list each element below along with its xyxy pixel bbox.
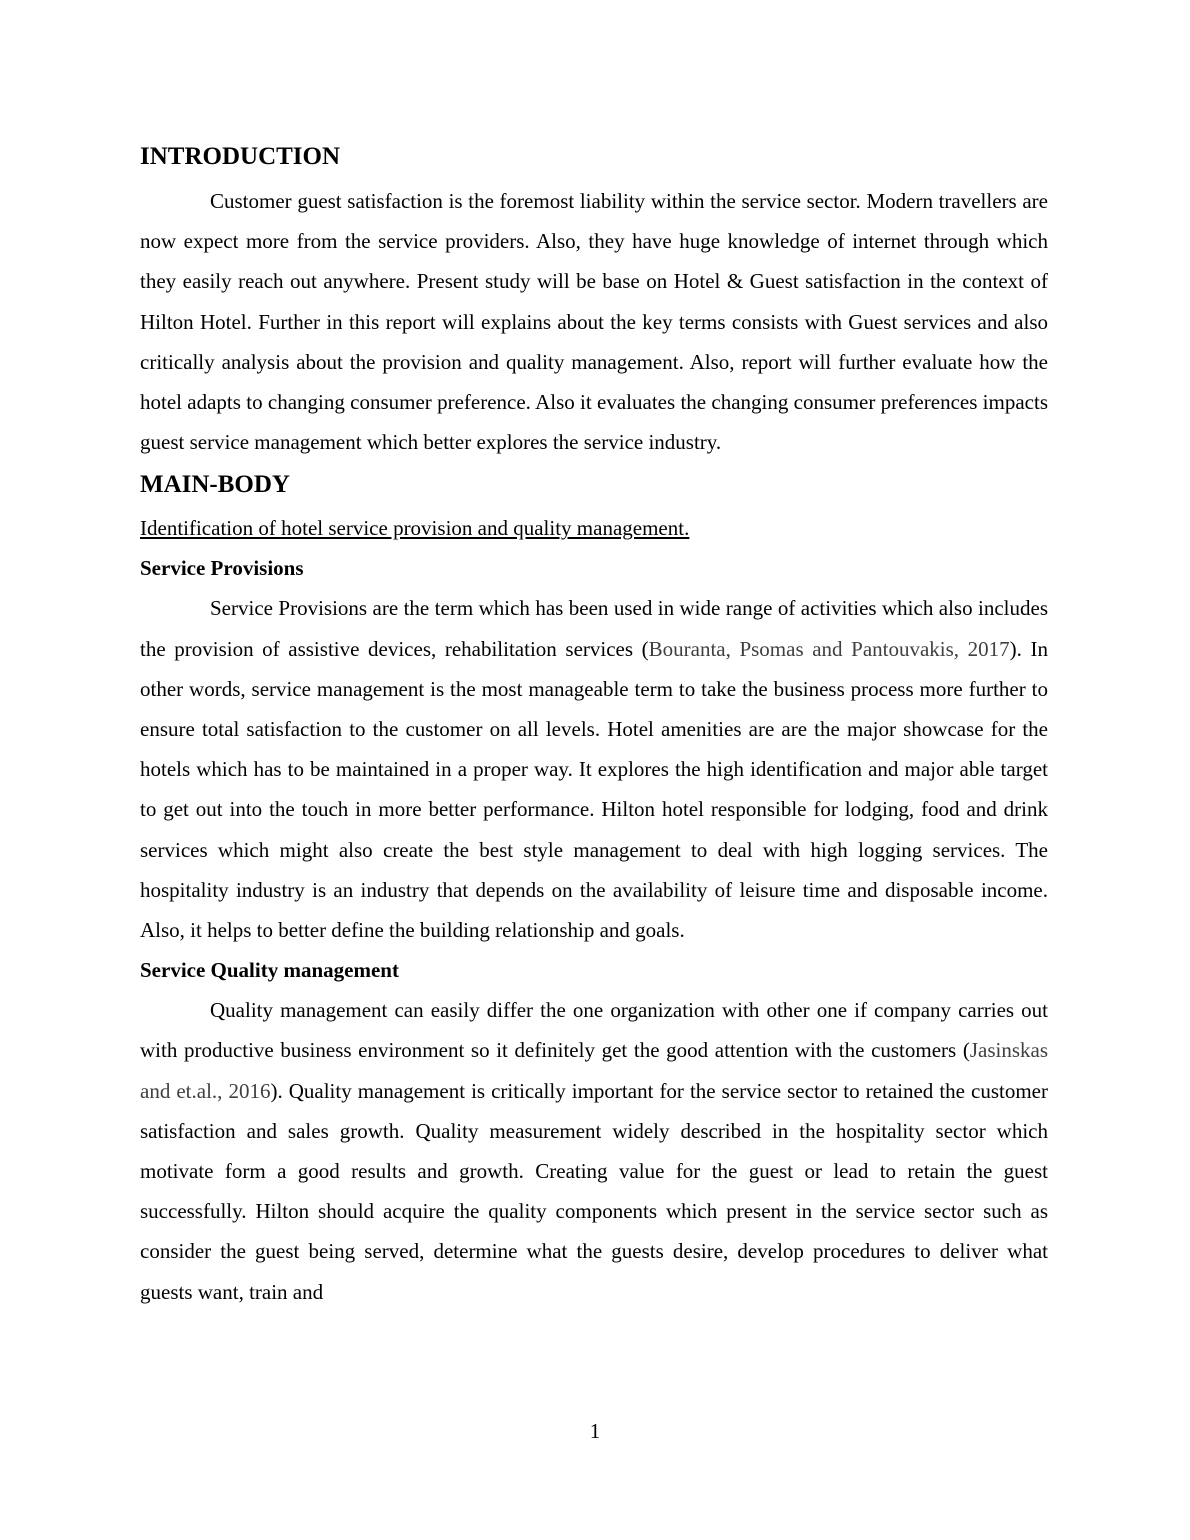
service-provisions-heading: Service Provisions	[140, 556, 304, 581]
introduction-paragraph: Customer guest satisfaction is the foremost liability within the service sector. Modern travellers are now expect more from the service providers. Also, they have huge knowledge of internet through which they easily reach out anywhere. Present study will be base on Hotel & Guest satisfaction in the context of Hilton Hotel. Further in this report will explains about the key terms consists with Guest services and also critically analysis about the provision and quality management. Also, report will further evaluate how the hotel adapts to changing consumer preference. Also it evaluates the changing consumer preferences impacts guest service management which better explores the service industry.	[140, 189, 1048, 455]
main-body-heading: MAIN-BODY	[140, 471, 290, 499]
page-content	[140, 137, 1048, 1312]
service-quality-paragraph	[140, 990, 1048, 1312]
provisions-text-after: ). In other words, service management is the most manageable term to take the business process more further to ensure total satisfaction to the customer on all levels. Hotel amenities are are the major showcase for the hotels which has to be maintained in a proper way. It explores the high identification and major able target to get out into the touch in more better performance. Hilton hotel responsible for lodging, food and drink services which might also create the best style management to deal with high logging services. The hospitality industry is an industry that depends on the availability of leisure time and disposable income. Also, it helps to better define the building relationship and goals.	[140, 636, 1048, 943]
service-quality-heading: Service Quality management	[140, 958, 399, 983]
service-provisions-paragraph	[140, 588, 1048, 950]
introduction-heading: INTRODUCTION	[140, 143, 341, 170]
provisions-text-before: Service Provisions are the term which has been used in wide range of activities which also includes the provision of assistive devices, rehabilitation services (	[140, 596, 1048, 661]
page-number: 1	[589, 1419, 601, 1443]
quality-citation: Jasinskas and et.al., 2016	[140, 1038, 1048, 1103]
quality-text-before: Quality management can easily differ the one organization with other one if company carries out with productive business environment so it definitely get the good attention with the customers (	[140, 998, 1048, 1063]
provisions-citation: Bouranta, Psomas and Pantouvakis, 2017	[648, 636, 1010, 661]
section-title: Identification of hotel service provision and quality management.	[140, 516, 690, 541]
quality-text-after: ). Quality management is critically important for the service sector to retained the customer satisfaction and sales growth. Quality measurement widely described in the hospitality sector which motivate form a good results and growth. Creating value for the guest or lead to retain the guest successfully. Hilton should acquire the quality components which present in the service sector such as consider the guest being served, determine what the guests desire, develop procedures to deliver what guests want, train and	[140, 1078, 1048, 1304]
